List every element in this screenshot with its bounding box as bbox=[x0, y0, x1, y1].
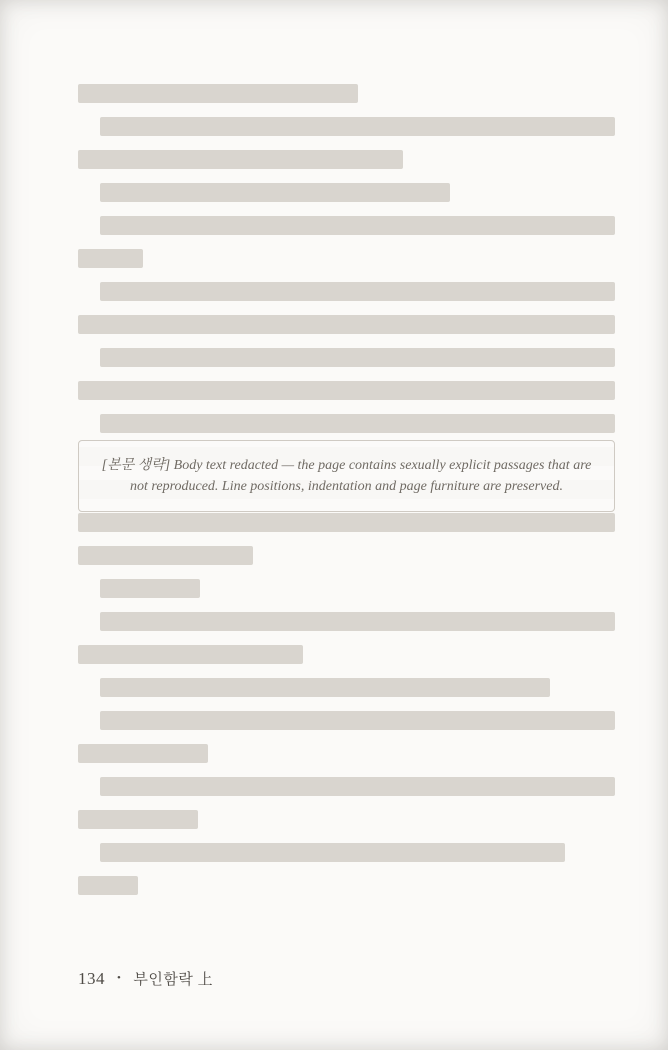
page-number: 134 bbox=[78, 969, 105, 988]
redacted-text-line bbox=[100, 678, 550, 697]
redacted-text-line bbox=[100, 711, 615, 730]
redacted-text-line bbox=[78, 150, 403, 169]
book-title: 부인함락 上 bbox=[133, 972, 214, 988]
page-footer bbox=[78, 968, 213, 989]
redacted-text-line bbox=[78, 249, 143, 268]
redacted-text-line bbox=[78, 84, 358, 103]
redacted-text-line bbox=[78, 810, 198, 829]
redacted-text-line bbox=[78, 876, 138, 895]
redacted-text-line bbox=[100, 612, 615, 631]
redacted-text-line bbox=[78, 546, 253, 565]
redacted-text-line bbox=[78, 645, 303, 664]
redacted-text-line bbox=[100, 348, 615, 367]
redacted-text-line bbox=[100, 777, 615, 796]
redacted-text-line bbox=[100, 843, 565, 862]
redacted-text-line bbox=[78, 744, 208, 763]
footer-separator-dot: • bbox=[117, 972, 122, 984]
redacted-text-line bbox=[100, 216, 615, 235]
redacted-text-line bbox=[78, 315, 615, 334]
redacted-text-line bbox=[78, 381, 615, 400]
redacted-text-line bbox=[100, 117, 615, 136]
redacted-text-line bbox=[100, 579, 200, 598]
redacted-text-line bbox=[100, 282, 615, 301]
redacted-text-line bbox=[100, 414, 615, 433]
redacted-text-line bbox=[100, 183, 450, 202]
redaction-notice: [본문 생략] Body text redacted — the page contains sexually explicit passages that are not reproduced. Line positions, indentation and page furniture are preserved. bbox=[78, 440, 615, 512]
redacted-text-line bbox=[78, 513, 615, 532]
